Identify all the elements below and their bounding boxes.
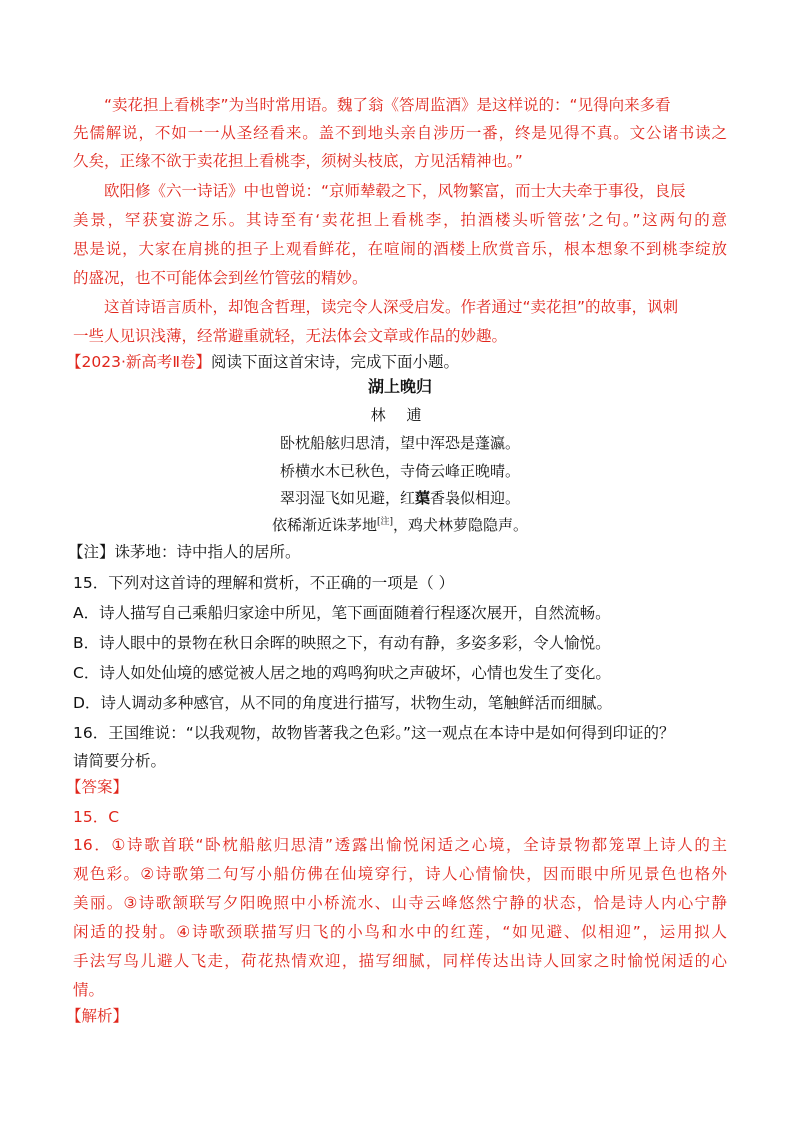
- poem-line-4-part-a: 依稀渐近诛茅地: [271, 516, 377, 534]
- answer-16-line4: 闲适的投射。④诗歌颈联描写归飞的小鸟和水中的红莲，“如见避、似相迎”，运用拟人: [73, 923, 727, 941]
- para2-line4: 的盛况，也不可能体会到丝竹管弦的精妙。: [73, 269, 368, 287]
- para2-line2: 美景，罕获宴游之乐。其诗至有‘卖花担上看桃李，拍酒楼头听管弦’之句。”这两句的意: [73, 211, 727, 229]
- poem-footnote-marker: [注]: [376, 517, 394, 527]
- answer-16-line2: 观色彩。②诗歌第二句写小船仿佛在仙境穿行，诗人心情愉快，因而眼中所见景色也格外: [73, 865, 727, 883]
- para1-line1: “卖花担上看桃李”为当时常用语。魏了翁《答周监酒》是这样说的：“见得向来多看: [104, 96, 671, 114]
- poem-line-1: 卧枕船舷归思清，望中浑恐是蓬瀛。: [279, 434, 520, 452]
- question-15-option-d: D．诗人调动多种感官，从不同的角度进行描写，状物生动，笔触鲜活而细腻。: [73, 694, 612, 712]
- poem-author: 林 逋: [370, 406, 430, 424]
- para1-line2: 先儒解说，不如一一从圣经看来。盖不到地头亲自涉历一番，终是见得不真。文公诸书读之: [73, 124, 727, 142]
- answer-16-line5: 手法写鸟儿避人飞走，荷花热情欢迎，描写细腻，同样传达出诗人回家之时愉悦闲适的心: [73, 952, 727, 970]
- question-15-option-c: C．诗人如处仙境的感觉被人居之地的鸡鸣狗吠之声破坏，心情也发生了变化。: [73, 664, 611, 682]
- poem-line-4-part-b: ，鸡犬林萝隐隐声。: [393, 516, 529, 534]
- question-16-line1: 16．王国维说：“以我观物，故物皆著我之色彩。”这一观点在本诗中是如何得到印证的？: [73, 724, 675, 742]
- para3-line1: 这首诗语言质朴，却饱含哲理，读完令人深受启发。作者通过“卖花担”的故事，讽刺: [104, 298, 679, 316]
- answer-15: 15．C: [73, 808, 120, 826]
- answer-label: 【答案】: [66, 778, 129, 796]
- poem-note: 【注】诛茅地：诗中指人的居所。: [68, 543, 301, 561]
- para3-line2: 一些人见识浅薄，经常避重就轻，无法体会文章或作品的妙趣。: [73, 327, 508, 345]
- question-15-option-a: A．诗人描写自己乘船归家途中所见，笔下画面随着行程逐次展开，自然流畅。: [73, 604, 611, 622]
- exam-source-text: 阅读下面这首宋诗，完成下面小题。: [211, 353, 460, 371]
- exam-source-tag: 【2023·新高考Ⅱ卷】: [66, 353, 212, 371]
- question-16-line2: 请简要分析。: [73, 752, 167, 770]
- poem-line-3: [0, 487, 800, 508]
- answer-16-line1: 16．①诗歌首联“卧枕船舷归思清”透露出愉悦闲适之心境，全诗景物都笼罩上诗人的主: [73, 836, 727, 854]
- answer-16-line3: 美丽。③诗歌颔联写夕阳晚照中小桥流水、山寺云峰悠然宁静的状态，恰是诗人内心宁静: [73, 894, 727, 912]
- answer-16-line6: 情。: [73, 981, 105, 999]
- poem-line-2: 桥横水木已秋色，寺倚云峰正晚晴。: [279, 462, 520, 480]
- poem-title: 湖上晚归: [367, 377, 432, 396]
- para2-line3: 思是说，大家在肩挑的担子上观看鲜花，在喧闹的酒楼上欣赏音乐，根本想象不到桃李绽放: [73, 240, 727, 258]
- para2-line1: 欧阳修《六一诗话》中也曾说：“京师辇毂之下，风物繁富，而士大夫牵于事役，良辰: [104, 182, 686, 200]
- para1-line3: 久矣，正缘不欲于卖花担上看桃李，须树头枝底，方见活精神也。”: [73, 152, 523, 170]
- exam-source-line: [66, 351, 459, 373]
- poem-line-4: [0, 514, 800, 535]
- poem-line-3-bold-char: 蕖: [414, 489, 430, 507]
- question-15-stem: 15．下列对这首诗的理解和赏析，不正确的一项是（ ）: [73, 574, 455, 592]
- analysis-label: 【解析】: [66, 1007, 129, 1025]
- poem-line-3-part-c: 香袅似相迎。: [430, 489, 521, 507]
- question-15-option-b: B．诗人眼中的景物在秋日余晖的映照之下，有动有静，多姿多彩，令人愉悦。: [73, 634, 611, 652]
- poem-line-3-part-a: 翠羽湿飞如见避，红: [279, 489, 415, 507]
